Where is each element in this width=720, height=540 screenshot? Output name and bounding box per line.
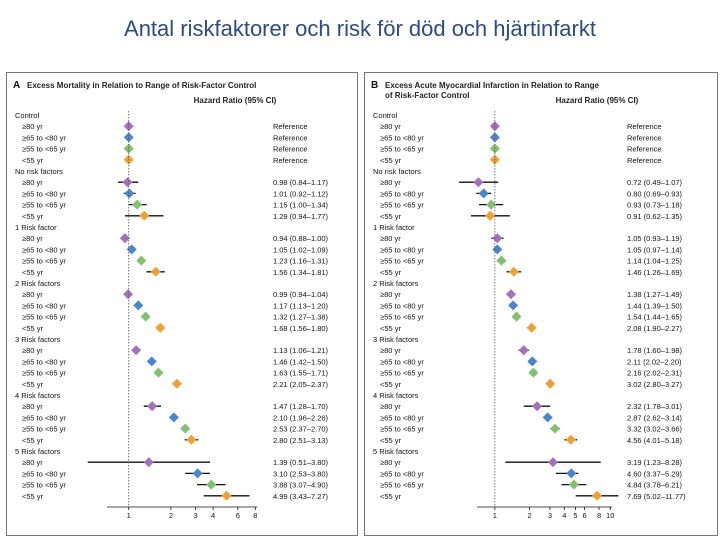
hazard-ratio-value: 1.44 (1.39–1.50) <box>627 301 683 311</box>
hazard-ratio-value: 3.88 (3.07–4.90) <box>273 480 329 490</box>
group-label: No risk factors <box>373 167 421 176</box>
hazard-ratio-marker <box>496 256 506 266</box>
hazard-ratio-value: 0.80 (0.69–0.93) <box>627 189 683 199</box>
hazard-ratio-value: 1.14 (1.04–1.25) <box>627 256 683 266</box>
hazard-ratio-value: 0.91 (0.62–1.35) <box>627 211 683 221</box>
hazard-ratio-value: Reference <box>627 155 662 165</box>
hazard-ratio-marker <box>527 323 537 333</box>
group-label: 5 Risk factors <box>373 447 419 456</box>
group-label: 4 Risk factors <box>373 391 419 400</box>
x-tick-label: 10 <box>606 511 615 520</box>
hazard-ratio-marker <box>127 244 137 254</box>
hazard-ratio-value: 2.11 (2.02–2.20) <box>627 357 682 367</box>
slide-title: Antal riskfaktorer och risk för död och hjärtinfarkt <box>124 16 596 41</box>
hazard-ratio-value: Reference <box>627 144 662 154</box>
hazard-ratio-value: 3.10 (2.53–3.80) <box>273 469 329 479</box>
hazard-ratio-marker <box>519 345 529 355</box>
group-label: 1 Risk factor <box>373 223 415 232</box>
row-label: ≥65 to <80 yr <box>22 357 66 367</box>
hazard-ratio-value: 2.53 (2.37–2.70) <box>273 424 329 434</box>
row-label: ≥65 to <80 yr <box>22 133 66 143</box>
hazard-ratio-value: Reference <box>627 133 662 143</box>
row-label: <55 yr <box>22 435 44 445</box>
row-label: ≥55 to <65 yr <box>380 312 424 322</box>
hazard-ratio-value: 1.56 (1.34–1.81) <box>273 267 329 277</box>
hazard-ratio-value: Reference <box>273 133 308 143</box>
row-label: <55 yr <box>22 267 44 277</box>
hazard-ratio-value: 2.32 (1.78–3.01) <box>627 402 683 412</box>
hazard-ratio-marker <box>206 480 216 490</box>
row-label: ≥55 to <65 yr <box>22 368 66 378</box>
hazard-ratio-value: 1.47 (1.28–1.70) <box>273 402 329 412</box>
row-label: <55 yr <box>380 435 402 445</box>
hazard-ratio-value: 1.05 (1.02–1.09) <box>273 245 329 255</box>
row-label: ≥65 to <80 yr <box>22 245 66 255</box>
hazard-ratio-value: 3.02 (2.80–3.27) <box>627 379 683 389</box>
hazard-ratio-marker <box>543 412 553 422</box>
hazard-ratio-value: 1.63 (1.55–1.71) <box>273 368 329 378</box>
hazard-ratio-marker <box>132 200 142 210</box>
hazard-ratio-marker <box>193 468 203 478</box>
panel-letter: B <box>371 80 379 91</box>
hazard-ratio-value: 1.13 (1.06–1.21) <box>273 346 329 356</box>
forest-plot-a-svg <box>7 73 357 535</box>
x-tick-label: 3 <box>547 511 552 520</box>
row-label: <55 yr <box>22 323 44 333</box>
hazard-ratio-value: 0.98 (0.84–1.17) <box>273 178 329 188</box>
group-label: Control <box>15 111 40 120</box>
hazard-ratio-value: Reference <box>627 122 662 132</box>
row-label: ≥55 to <65 yr <box>22 144 66 154</box>
hazard-ratio-marker <box>172 379 182 389</box>
row-label: <55 yr <box>380 379 402 389</box>
hazard-ratio-value: 3.32 (3.02–3.66) <box>627 424 683 434</box>
row-label: ≥80 yr <box>22 178 43 188</box>
row-label: <55 yr <box>380 211 402 221</box>
row-label: ≥55 to <65 yr <box>380 144 424 154</box>
hazard-ratio-value: 1.46 (1.26–1.69) <box>627 267 683 277</box>
hazard-ratio-value: 4.99 (3.43–7.27) <box>273 491 329 501</box>
hazard-ratio-marker <box>509 267 519 277</box>
hazard-ratio-marker <box>222 491 232 501</box>
hazard-ratio-marker <box>545 379 555 389</box>
row-label: ≥80 yr <box>22 346 43 356</box>
hazard-ratio-marker <box>508 300 518 310</box>
row-label: <55 yr <box>380 155 402 165</box>
hazard-ratio-marker <box>151 267 161 277</box>
group-label: 5 Risk factors <box>15 447 61 456</box>
hazard-ratio-marker <box>492 233 502 243</box>
row-label: ≥80 yr <box>380 234 401 244</box>
group-label: 4 Risk factors <box>15 391 61 400</box>
x-tick-label: 3 <box>193 511 198 520</box>
panel-title-line-1: Excess Mortality in Relation to Range of Risk-Factor Control <box>27 81 257 90</box>
hazard-ratio-value: Reference <box>273 122 308 132</box>
row-label: <55 yr <box>22 491 44 501</box>
row-label: ≥65 to <80 yr <box>380 413 424 423</box>
group-label: 2 Risk factors <box>373 279 419 288</box>
hazard-ratio-marker <box>566 435 576 445</box>
hazard-ratio-marker <box>592 491 602 501</box>
hazard-ratio-value: 0.72 (0.49–1.07) <box>627 178 683 188</box>
hazard-ratio-marker <box>569 480 579 490</box>
hazard-ratio-value: 2.10 (1.96–2.26) <box>273 413 329 423</box>
hazard-ratio-marker <box>180 424 190 434</box>
hazard-ratio-marker <box>492 244 502 254</box>
hazard-ratio-value: 0.99 (0.94–1.04) <box>273 290 329 300</box>
hazard-ratio-marker <box>532 401 542 411</box>
hazard-ratio-value: 0.93 (0.73–1.18) <box>627 200 683 210</box>
hazard-ratio-value: 2.08 (1.90–2.27) <box>627 323 683 333</box>
hazard-ratio-value: 1.46 (1.42–1.50) <box>273 357 329 367</box>
panel-title-line-2: of Risk-Factor Control <box>385 91 470 100</box>
hazard-ratio-marker <box>144 457 154 467</box>
hazard-ratio-marker <box>147 356 157 366</box>
group-label: 3 Risk factors <box>15 335 61 344</box>
hazard-ratio-value: 1.05 (0.97–1.14) <box>627 245 683 255</box>
hazard-ratio-marker <box>506 289 516 299</box>
row-label: ≥55 to <65 yr <box>380 368 424 378</box>
row-label: ≥65 to <80 yr <box>22 469 66 479</box>
row-label: ≥80 yr <box>380 402 401 412</box>
row-label: ≥55 to <65 yr <box>380 480 424 490</box>
hazard-ratio-value: Reference <box>273 144 308 154</box>
row-label: <55 yr <box>380 491 402 501</box>
x-tick-label: 8 <box>253 511 258 520</box>
hazard-ratio-marker <box>133 300 143 310</box>
hazard-ratio-marker <box>485 211 495 221</box>
row-label: ≥55 to <65 yr <box>22 424 66 434</box>
hazard-ratio-marker <box>479 188 489 198</box>
hazard-ratio-value: 1.17 (1.13–1.20) <box>273 301 329 311</box>
hazard-ratio-marker <box>153 368 163 378</box>
hazard-ratio-value: 4.84 (3.78–6.21) <box>627 480 683 490</box>
row-label: ≥80 yr <box>22 402 43 412</box>
hazard-ratio-marker <box>124 132 134 142</box>
hazard-ratio-value: 3.19 (1.23–8.28) <box>627 458 683 468</box>
hazard-ratio-marker <box>155 323 165 333</box>
hazard-ratio-value: 1.54 (1.44–1.65) <box>627 312 683 322</box>
hazard-ratio-marker <box>512 312 522 322</box>
hazard-ratio-value: 2.87 (2.62–3.14) <box>627 413 683 423</box>
hazard-ratio-value: 7.69 (5.02–11.77) <box>627 491 686 501</box>
hazard-ratio-value: 1.29 (0.94–1.77) <box>273 211 329 221</box>
hazard-ratio-value: 2.21 (2.05–2.37) <box>273 379 329 389</box>
x-tick-label: 5 <box>573 511 578 520</box>
hazard-ratio-value: 1.39 (0.51–3.80) <box>273 458 329 468</box>
group-label: 2 Risk factors <box>15 279 61 288</box>
hazard-ratio-marker <box>141 312 151 322</box>
panel-letter: A <box>13 80 21 91</box>
x-tick-label: 1 <box>492 511 497 520</box>
forest-plot-panel-b <box>364 72 718 536</box>
row-label: ≥80 yr <box>380 122 401 132</box>
group-label: Control <box>373 111 398 120</box>
row-label: ≥65 to <80 yr <box>380 245 424 255</box>
hazard-ratio-value: 0.94 (0.88–1.00) <box>273 234 329 244</box>
hazard-ratio-marker <box>527 356 537 366</box>
hazard-ratio-marker <box>186 435 196 445</box>
hazard-ratio-value: 4.56 (4.01–5.18) <box>627 435 683 445</box>
hazard-ratio-marker <box>473 177 483 187</box>
row-label: ≥65 to <80 yr <box>22 189 66 199</box>
x-tick-label: 6 <box>235 511 240 520</box>
row-label: ≥80 yr <box>22 122 43 132</box>
row-label: ≥55 to <65 yr <box>22 256 66 266</box>
row-label: ≥80 yr <box>22 234 43 244</box>
row-label: ≥65 to <80 yr <box>22 301 66 311</box>
row-label: ≥55 to <65 yr <box>22 312 66 322</box>
hazard-ratio-value: 2.16 (2.02–2.31) <box>627 368 683 378</box>
panel-title-line-1: Excess Acute Myocardial Infarction in Relation to Range <box>385 81 599 90</box>
hazard-ratio-value: 4.60 (3.37–5.29) <box>627 469 683 479</box>
hazard-ratio-marker <box>169 412 179 422</box>
row-label: ≥65 to <80 yr <box>380 189 424 199</box>
hazard-ratio-marker <box>147 401 157 411</box>
row-label: ≥80 yr <box>22 458 43 468</box>
hazard-ratio-marker <box>139 211 149 221</box>
row-label: ≥55 to <65 yr <box>380 256 424 266</box>
x-tick-label: 2 <box>527 511 532 520</box>
hazard-ratio-marker <box>124 188 134 198</box>
x-tick-label: 4 <box>211 511 216 520</box>
row-label: ≥55 to <65 yr <box>380 200 424 210</box>
forest-plot-panel-a <box>6 72 358 536</box>
hazard-ratio-value: 1.38 (1.27–1.49) <box>627 290 683 300</box>
row-label: ≥55 to <65 yr <box>22 480 66 490</box>
hazard-ratio-marker <box>566 468 576 478</box>
row-label: <55 yr <box>22 155 44 165</box>
row-label: ≥80 yr <box>380 178 401 188</box>
row-label: ≥55 to <65 yr <box>22 200 66 210</box>
hazard-ratio-value: 1.68 (1.56–1.80) <box>273 323 329 333</box>
hazard-ratio-value: Reference <box>273 155 308 165</box>
x-tick-label: 1 <box>126 511 131 520</box>
row-label: ≥80 yr <box>380 458 401 468</box>
row-label: ≥65 to <80 yr <box>380 357 424 367</box>
hazard-ratio-marker <box>122 177 132 187</box>
hazard-ratio-marker <box>528 368 538 378</box>
hazard-ratio-value: 1.15 (1.00–1.34) <box>273 200 329 210</box>
row-label: ≥65 to <80 yr <box>22 413 66 423</box>
x-tick-label: 8 <box>596 511 602 520</box>
group-label: 1 Risk factor <box>15 223 57 232</box>
hazard-ratio-marker <box>136 256 146 266</box>
row-label: ≥80 yr <box>380 346 401 356</box>
row-label: ≥65 to <80 yr <box>380 301 424 311</box>
hazard-ratio-value: 1.78 (1.60–1.98) <box>627 346 683 356</box>
hazard-ratio-value: 1.01 (0.92–1.12) <box>273 189 329 199</box>
hazard-ratio-marker <box>131 345 141 355</box>
row-label: ≥65 to <80 yr <box>380 469 424 479</box>
group-label: 3 Risk factors <box>373 335 419 344</box>
row-label: ≥80 yr <box>380 290 401 300</box>
row-label: ≥65 to <80 yr <box>380 133 424 143</box>
hazard-ratio-header: Hazard Ratio (95% CI) <box>555 96 639 105</box>
hazard-ratio-value: 2.80 (2.51–3.13) <box>273 435 329 445</box>
hazard-ratio-marker <box>123 289 133 299</box>
group-label: No risk factors <box>15 167 63 176</box>
hazard-ratio-value: 1.23 (1.16–1.31) <box>273 256 329 266</box>
hazard-ratio-value: 1.05 (0.93–1.19) <box>627 234 683 244</box>
row-label: <55 yr <box>22 379 44 389</box>
hazard-ratio-value: 1.32 (1.27–1.38) <box>273 312 329 322</box>
x-tick-label: 4 <box>562 511 567 520</box>
row-label: ≥55 to <65 yr <box>380 424 424 434</box>
hazard-ratio-header: Hazard Ratio (95% CI) <box>193 96 277 105</box>
hazard-ratio-marker <box>548 457 558 467</box>
forest-plot-b-svg <box>365 73 717 535</box>
hazard-ratio-marker <box>490 132 500 142</box>
row-label: <55 yr <box>22 211 44 221</box>
x-tick-label: 6 <box>582 511 587 520</box>
row-label: <55 yr <box>380 267 402 277</box>
row-label: <55 yr <box>380 323 402 333</box>
hazard-ratio-marker <box>550 424 560 434</box>
row-label: ≥80 yr <box>22 290 43 300</box>
x-tick-label: 2 <box>168 511 173 520</box>
